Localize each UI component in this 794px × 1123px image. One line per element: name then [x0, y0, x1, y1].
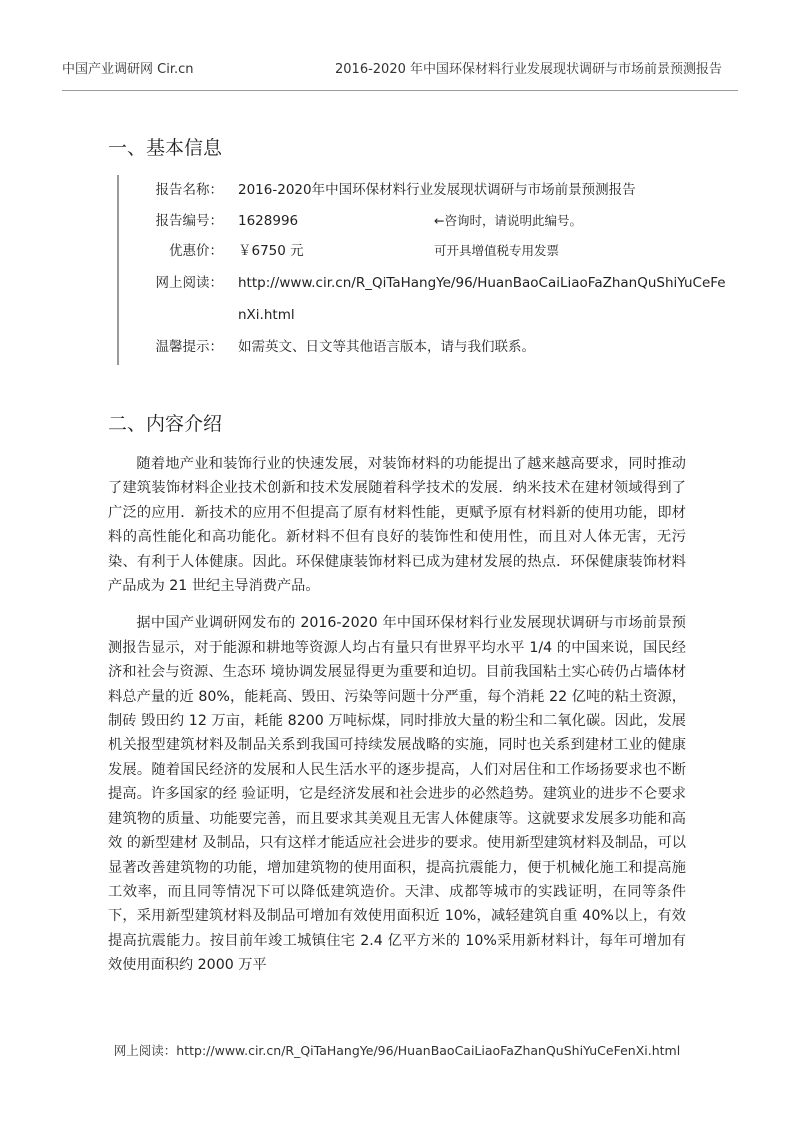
info-row-price	[135, 241, 560, 261]
report-code-note: ←咨询时，请说明此编号。	[434, 213, 582, 228]
price-label: 优惠价：	[169, 243, 223, 259]
content-paragraph-1: 随着地产业和装饰行业的快速发展，对装饰材料的功能提出了越来越高要求，同时推动了建筑装饰材料企业技术创新和技术发展随着科学技术的发展．纳米技术在建材领域得到了广泛的应用．新技术的应用不但提高了原有材料性能，更赋予原有材料新的使用功能，即材料的高性能化和高功能化。新材料不但有良好的装饰性和使用性，而且对人体无害，无污染、有利于人体健康。因此。环保健康装饰材料已成为建材发展的热点．环保健康装饰材料产品成为 21 世纪主导消费产品。	[108, 456, 686, 595]
info-row-url-cont	[135, 305, 295, 325]
report-code-value	[238, 211, 582, 231]
report-name-value: 2016-2020年中国环保材料行业发展现状调研与市场前景预测报告	[238, 182, 636, 198]
online-read-link-line1[interactable]: http://www.cir.cn/R_QiTaHangYe/96/HuanBaoCaiLiaoFaZhanQuShiYuCeFe	[238, 275, 726, 291]
info-row-name	[135, 180, 636, 200]
content-paragraph-2: 据中国产业调研网发布的 2016-2020 年中国环保材料行业发展现状调研与市场前景预测报告显示，对于能源和耕地等资源人均占有量只有世界平均水平 1/4 的中国来说，国民经济和社会与资源、生态环 境协调发展显得更为重要和迫切。目前我国粘土实心砖仍占墙体材料总产量的近 80%，能耗高、毁田、污染等问题十分严重，每个消耗 22 亿吨的粘土资源，制砖 毁田约 12 万亩，耗能 8200 万吨标煤，同时排放大量的粉尘和二氧化碳。因此，发展机关报型建筑材料及制品关系到我国可持续发展战略的实施，同时也关系到建材工业的健康发展。随着国民经济的发展和人民生活水平的逐步提高，人们对居住和工作场扬要求也不断提高。许多国家的经 验证明，它是经济发展和社会进步的必然趋势。建筑业的进步不仑要求建筑物的质量、功能要完善，而且要求其美观且无害人体健康等。这就要求发展多功能和高效 的新型建材 及制品，只有这样才能适应社会进步的要求。使用新型建筑材料及制品，可以显著改善建筑物的功能，增加建筑物的使用面积，提高抗震能力，便于机械化施工和提高施工效率，而且同等情况下可以降低建筑造价。天津、成都等城市的实践证明，在同等条件下，采用新型建筑材料及制品可增加有效使用面积近 10%，减轻建筑自重 40%以上，有效提高抗震能力。按目前年竣工城镇住宅 2.4 亿平方米的 10%采用新材料计，每年可增加有效使用面积约 2000 万平	[108, 615, 686, 974]
header-report-title: 2016-2020 年中国环保材料行业发展现状调研与市场前景预测报告	[335, 62, 722, 77]
info-row-url	[135, 273, 726, 293]
header-site-name: 中国产业调研网 Cir.cn	[62, 62, 194, 77]
section-title-basic-info: 一、基本信息	[108, 137, 223, 159]
online-read-link-line2[interactable]: nXi.html	[238, 307, 295, 323]
report-code-number: 1628996	[238, 213, 299, 229]
content-body	[108, 452, 686, 991]
tip-value: 如需英文、日文等其他语言版本，请与我们联系。	[238, 339, 535, 355]
header-divider	[62, 90, 738, 91]
report-name-label: 报告名称：	[155, 182, 223, 198]
report-code-label: 报告编号：	[155, 213, 223, 229]
info-row-tip	[135, 337, 535, 357]
info-box	[117, 175, 726, 365]
invoice-note: 可开具增值税专用发票	[434, 243, 560, 258]
price-amount: ￥6750 元	[238, 243, 304, 259]
tip-label: 温馨提示：	[155, 339, 223, 355]
price-value	[238, 241, 560, 261]
online-read-label: 网上阅读：	[155, 275, 223, 291]
footer-online-link[interactable]: 网上阅读：http://www.cir.cn/R_QiTaHangYe/96/HuanBaoCaiLiaoFaZhanQuShiYuCeFenXi.html	[113, 1043, 681, 1058]
info-row-code	[135, 211, 582, 231]
section-title-content: 二、内容介绍	[108, 413, 223, 435]
